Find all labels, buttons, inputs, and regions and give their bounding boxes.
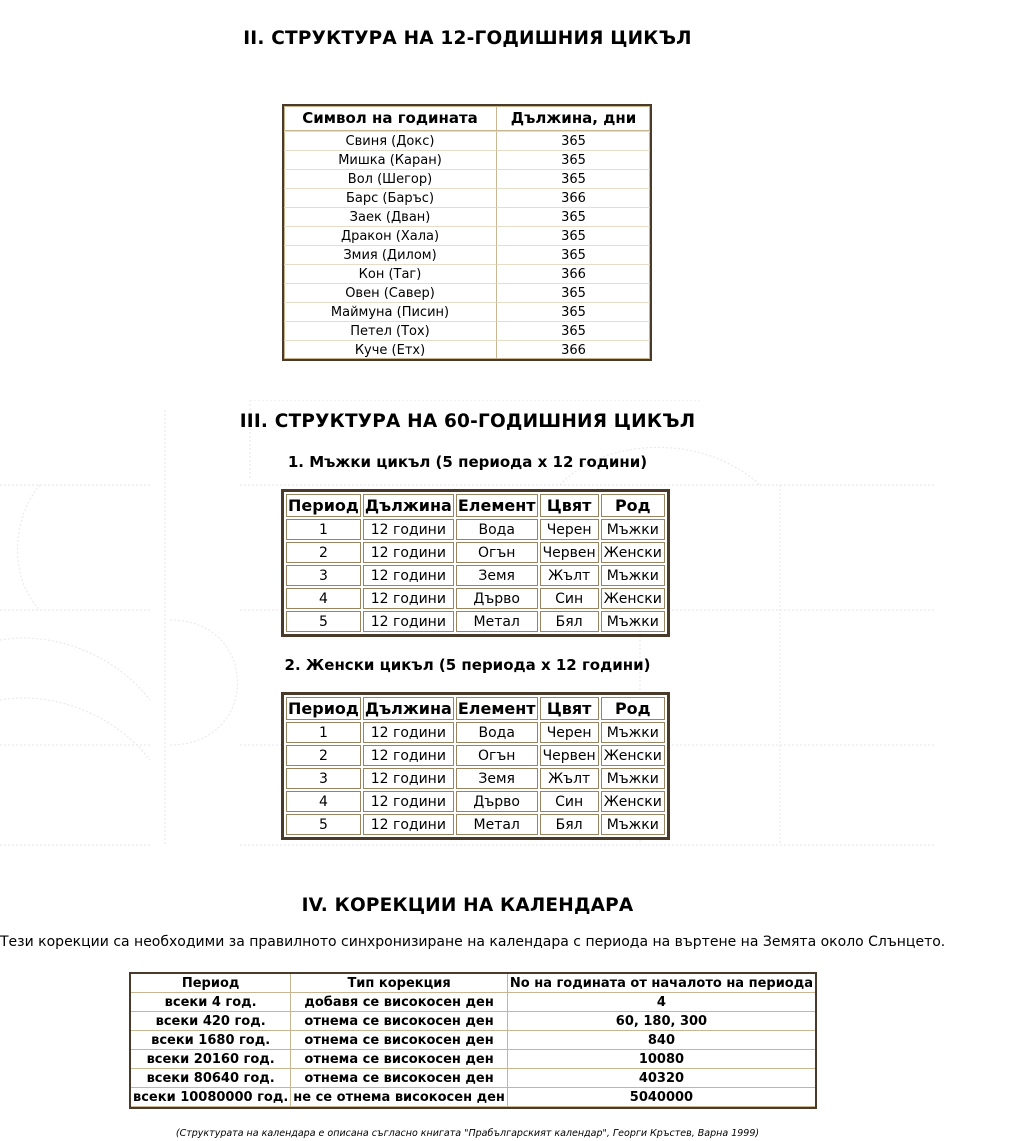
column-header: Род bbox=[601, 494, 665, 517]
table-cell: всеки 4 год. bbox=[131, 993, 291, 1012]
table-cell: 12 години bbox=[363, 722, 454, 743]
table-cell: Черен bbox=[540, 519, 599, 540]
table-cell: Мъжки bbox=[601, 611, 665, 632]
table-cell: Бял bbox=[540, 611, 599, 632]
table-cell: 365 bbox=[497, 226, 650, 245]
table-cell: Мишка (Каран) bbox=[284, 150, 497, 169]
table-cell: Син bbox=[540, 791, 599, 812]
column-header: Период bbox=[288, 496, 359, 515]
column-header: Цвят bbox=[540, 494, 599, 517]
table-cell: Мъжки bbox=[601, 768, 665, 789]
table-cell: Бял bbox=[540, 814, 599, 835]
table-cell: 12 години bbox=[363, 611, 454, 632]
table-cell: Огън bbox=[456, 542, 538, 563]
table-row bbox=[131, 1088, 815, 1107]
table-cell: 40320 bbox=[508, 1069, 815, 1088]
table-row bbox=[286, 542, 665, 563]
calendar-corrections-table bbox=[129, 972, 817, 1109]
table-cell: 365 bbox=[497, 131, 650, 150]
table-cell: Женски bbox=[601, 745, 665, 766]
table-cell: отнема се високосен ден bbox=[291, 1012, 508, 1031]
table-cell: Метал bbox=[456, 611, 538, 632]
female-cycle-table bbox=[281, 692, 670, 840]
column-header: No на годината от началото на периода bbox=[508, 974, 815, 993]
table-row bbox=[284, 340, 650, 359]
female-cycle-subtitle: 2. Женски цикъл (5 периода х 12 години) bbox=[284, 656, 651, 674]
column-header: Род bbox=[601, 697, 665, 720]
column-header: Период bbox=[288, 699, 359, 718]
table-row bbox=[286, 565, 665, 586]
table-row bbox=[284, 302, 650, 321]
table-cell: отнема се високосен ден bbox=[291, 1069, 508, 1088]
table-cell: 12 години bbox=[363, 814, 454, 835]
column-header: Дължина, дни bbox=[497, 106, 650, 131]
table-cell: 12 години bbox=[363, 519, 454, 540]
table-cell: 12 години bbox=[363, 565, 454, 586]
table-cell: Дърво bbox=[456, 588, 538, 609]
table-cell: Червен bbox=[540, 745, 599, 766]
table-cell: Свиня (Докс) bbox=[284, 131, 497, 150]
table-row bbox=[286, 519, 665, 540]
table-cell: 4 bbox=[286, 588, 361, 609]
table-cell: Вода bbox=[456, 519, 538, 540]
table-cell: 12 години bbox=[363, 745, 454, 766]
table-cell: 365 bbox=[497, 321, 650, 340]
table-cell: Земя bbox=[456, 565, 538, 586]
table-cell: 4 bbox=[286, 791, 361, 812]
section-2-title: II. СТРУКТУРА НА 12-ГОДИШНИЯ ЦИКЪЛ bbox=[243, 28, 692, 49]
table-cell: Огън bbox=[456, 745, 538, 766]
column-header: Период bbox=[131, 974, 291, 993]
male-cycle-subtitle: 1. Мъжки цикъл (5 периода х 12 години) bbox=[287, 453, 648, 471]
male-cycle-table bbox=[281, 489, 670, 637]
table-cell: Вода bbox=[456, 722, 538, 743]
table-cell: Земя bbox=[456, 768, 538, 789]
table-cell: Вол (Шегор) bbox=[284, 169, 497, 188]
table-cell: 366 bbox=[497, 188, 650, 207]
column-header: Дължина bbox=[364, 496, 452, 515]
table-cell: Дърво bbox=[456, 791, 538, 812]
table-cell: всеки 10080000 год. bbox=[131, 1088, 291, 1107]
table-cell: всеки 80640 год. bbox=[131, 1069, 291, 1088]
table-cell: 365 bbox=[497, 207, 650, 226]
table-cell: 5 bbox=[286, 611, 361, 632]
section-4-title: IV. КОРЕКЦИИ НА КАЛЕНДАРА bbox=[301, 895, 634, 916]
column-header: Цвят bbox=[540, 697, 599, 720]
table-cell: 3 bbox=[286, 565, 361, 586]
table-row bbox=[284, 264, 650, 283]
table-cell: 366 bbox=[497, 264, 650, 283]
table-row bbox=[284, 131, 650, 150]
column-header: Тип корекция bbox=[291, 974, 508, 993]
table-row bbox=[284, 150, 650, 169]
column-header: Дължина bbox=[364, 699, 452, 718]
table-cell: 12 години bbox=[363, 588, 454, 609]
table-row bbox=[284, 226, 650, 245]
table-cell: 2 bbox=[286, 745, 361, 766]
column-header: Елемент bbox=[457, 496, 536, 515]
table-cell: Жълт bbox=[540, 768, 599, 789]
table-row bbox=[286, 745, 665, 766]
table-row bbox=[286, 768, 665, 789]
table-row bbox=[284, 169, 650, 188]
table-cell: всеки 420 год. bbox=[131, 1012, 291, 1031]
table-cell: 12 години bbox=[363, 768, 454, 789]
table-cell: Дракон (Хала) bbox=[284, 226, 497, 245]
table-cell: Метал bbox=[456, 814, 538, 835]
table-cell: 4 bbox=[508, 993, 815, 1012]
table-row bbox=[131, 1069, 815, 1088]
table-row bbox=[286, 791, 665, 812]
table-cell: 60, 180, 300 bbox=[508, 1012, 815, 1031]
table-cell: 2 bbox=[286, 542, 361, 563]
table-cell: Барс (Баръс) bbox=[284, 188, 497, 207]
table-cell: 10080 bbox=[508, 1050, 815, 1069]
table-row bbox=[286, 814, 665, 835]
table-cell: 365 bbox=[497, 150, 650, 169]
table-cell: Заек (Дван) bbox=[284, 207, 497, 226]
table-row bbox=[284, 245, 650, 264]
section-3-title: III. СТРУКТУРА НА 60-ГОДИШНИЯ ЦИКЪЛ bbox=[239, 411, 696, 432]
table-cell: 12 години bbox=[363, 542, 454, 563]
corrections-intro-text: Тези корекции са необходими за правилното синхронизиране на календара с периода на въртене на Земята около Слънцето. bbox=[0, 934, 946, 950]
column-header: Символ на годината bbox=[284, 106, 497, 131]
source-footnote: (Структурата на календара е описана съгласно книгата "Прабългарският календар", Георги Кръстев, Варна 1999) bbox=[175, 1128, 760, 1139]
table-cell: Куче (Етх) bbox=[284, 340, 497, 359]
table-cell: всеки 1680 год. bbox=[131, 1031, 291, 1050]
table-cell: отнема се високосен ден bbox=[291, 1031, 508, 1050]
table-row bbox=[286, 722, 665, 743]
table-row bbox=[284, 321, 650, 340]
table-cell: 1 bbox=[286, 519, 361, 540]
twelve-year-cycle-rows bbox=[284, 131, 650, 359]
table-cell: Жълт bbox=[540, 565, 599, 586]
table-row bbox=[286, 611, 665, 632]
table-cell: 5 bbox=[286, 814, 361, 835]
table-cell: Маймуна (Писин) bbox=[284, 302, 497, 321]
table-cell: Змия (Дилом) bbox=[284, 245, 497, 264]
table-row bbox=[286, 588, 665, 609]
table-cell: добавя се високосен ден bbox=[291, 993, 508, 1012]
table-cell: Мъжки bbox=[601, 565, 665, 586]
table-cell: 365 bbox=[497, 245, 650, 264]
table-cell: 840 bbox=[508, 1031, 815, 1050]
table-cell: Женски bbox=[601, 588, 665, 609]
table-row bbox=[284, 283, 650, 302]
table-row bbox=[284, 188, 650, 207]
table-cell: 3 bbox=[286, 768, 361, 789]
table-cell: 1 bbox=[286, 722, 361, 743]
twelve-year-cycle-table bbox=[282, 104, 652, 361]
table-cell: Мъжки bbox=[601, 814, 665, 835]
table-cell: 365 bbox=[497, 283, 650, 302]
table-cell: всеки 20160 год. bbox=[131, 1050, 291, 1069]
table-row bbox=[131, 1050, 815, 1069]
table-cell: 12 години bbox=[363, 791, 454, 812]
table-cell: Мъжки bbox=[601, 722, 665, 743]
table-cell: Кон (Таг) bbox=[284, 264, 497, 283]
table-cell: 5040000 bbox=[508, 1088, 815, 1107]
table-cell: не се отнема високосен ден bbox=[291, 1088, 508, 1107]
column-header: Елемент bbox=[457, 699, 536, 718]
table-cell: 365 bbox=[497, 169, 650, 188]
table-cell: 366 bbox=[497, 340, 650, 359]
table-cell: Черен bbox=[540, 722, 599, 743]
table-cell: Овен (Савер) bbox=[284, 283, 497, 302]
table-cell: Син bbox=[540, 588, 599, 609]
table-cell: Петел (Тох) bbox=[284, 321, 497, 340]
table-cell: Женски bbox=[601, 542, 665, 563]
table-cell: Женски bbox=[601, 791, 665, 812]
table-cell: 365 bbox=[497, 302, 650, 321]
table-cell: Мъжки bbox=[601, 519, 665, 540]
table-row bbox=[131, 993, 815, 1012]
table-row bbox=[131, 1031, 815, 1050]
table-cell: отнема се високосен ден bbox=[291, 1050, 508, 1069]
table-row bbox=[284, 207, 650, 226]
table-cell: Червен bbox=[540, 542, 599, 563]
table-row bbox=[131, 1012, 815, 1031]
